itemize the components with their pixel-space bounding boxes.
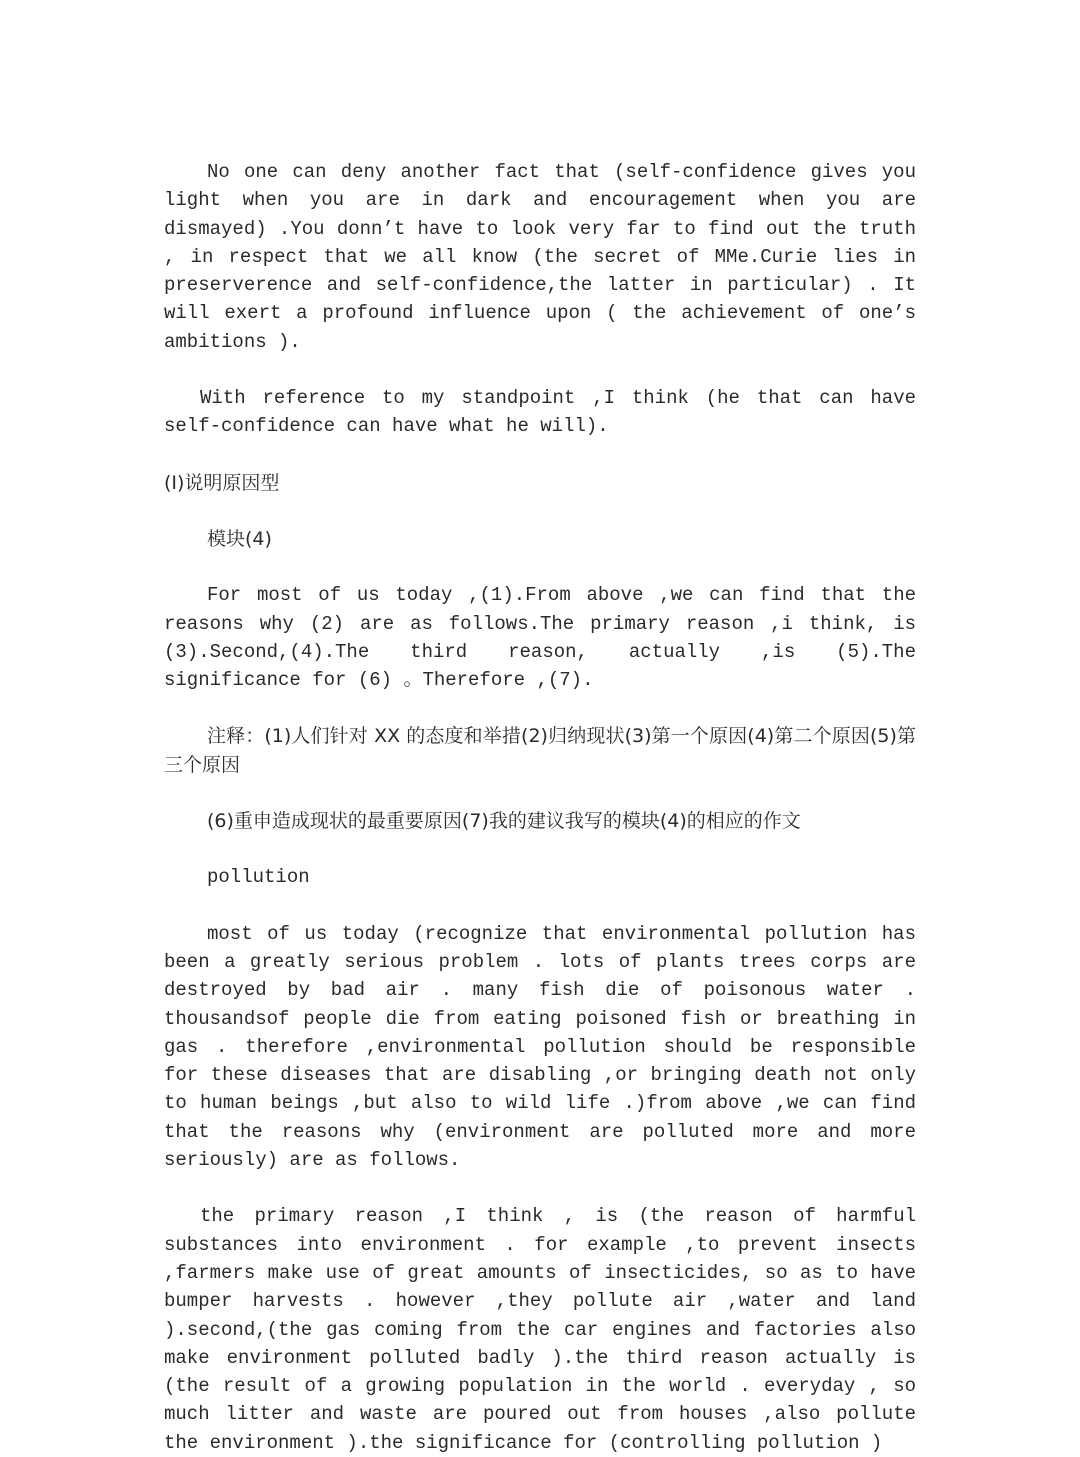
section-heading-reason-type: (I)说明原因型 bbox=[164, 471, 280, 494]
paragraph-self-confidence: No one can deny another fact that (self-confidence gives you light when you are in dark and encouragement when you are dismayed) .You donn’t have to look very far to find out the truth , in respect that we all know (the secret of MMe.Curie lies in preserverence and self-confidence,the latter in particular) . It will exert a profound influence upon ( the achievement of one’s ambitions ). bbox=[164, 161, 916, 353]
notes-line-2: (6)重申造成现状的最重要原因(7)我的建议我写的模块(4)的相应的作文 bbox=[207, 810, 801, 833]
paragraph-template: For most of us today ,(1).From above ,we can find that the reasons why (2) are as follows.The primary reason ,i think, is (3).Second,(4).The third reason, actually ,is (5).The significance for (6) 。Therefore ,(7). bbox=[164, 584, 916, 692]
paragraph-standpoint: With reference to my standpoint ,I think (he that can have self-confidence can have what he will). bbox=[164, 387, 916, 438]
essay-topic: pollution bbox=[207, 866, 310, 889]
paragraph-pollution-intro: most of us today (recognize that environmental pollution has been a greatly serious problem . lots of plants trees corps are destroyed by bad air . many fish die of poisonous water . thousandsof people die from eating poisoned fish or breathing in gas . therefore ,environmental pollution should be responsible for these diseases that are disabling ,or bringing death not only to human beings ,but also to wild life .)from above ,we can find that the reasons why (environment are polluted more and more seriously) are as follows. bbox=[164, 922, 916, 1172]
notes-line-1: 注释：(1)人们针对 XX 的态度和举措(2)归纳现状(3)第一个原因(4)第二个原因(5)第三个原因 bbox=[164, 725, 916, 776]
document-page bbox=[164, 158, 916, 1457]
module-label: 模块(4) bbox=[207, 527, 272, 550]
paragraph-pollution-reasons: the primary reason ,I think , is (the reason of harmful substances into environment . for example ,to prevent insects ,farmers make use of great amounts of insecticides, so as to have bumper harvests . however ,they pollute air ,water and land ).second,(the gas coming from the car engines and factories also make environment polluted badly ).the third reason actually is (the result of a growing population in the world . everyday , so much litter and waste are poured out from houses ,also pollute the environment ).the significance for (controlling pollution ) bbox=[164, 1205, 916, 1454]
